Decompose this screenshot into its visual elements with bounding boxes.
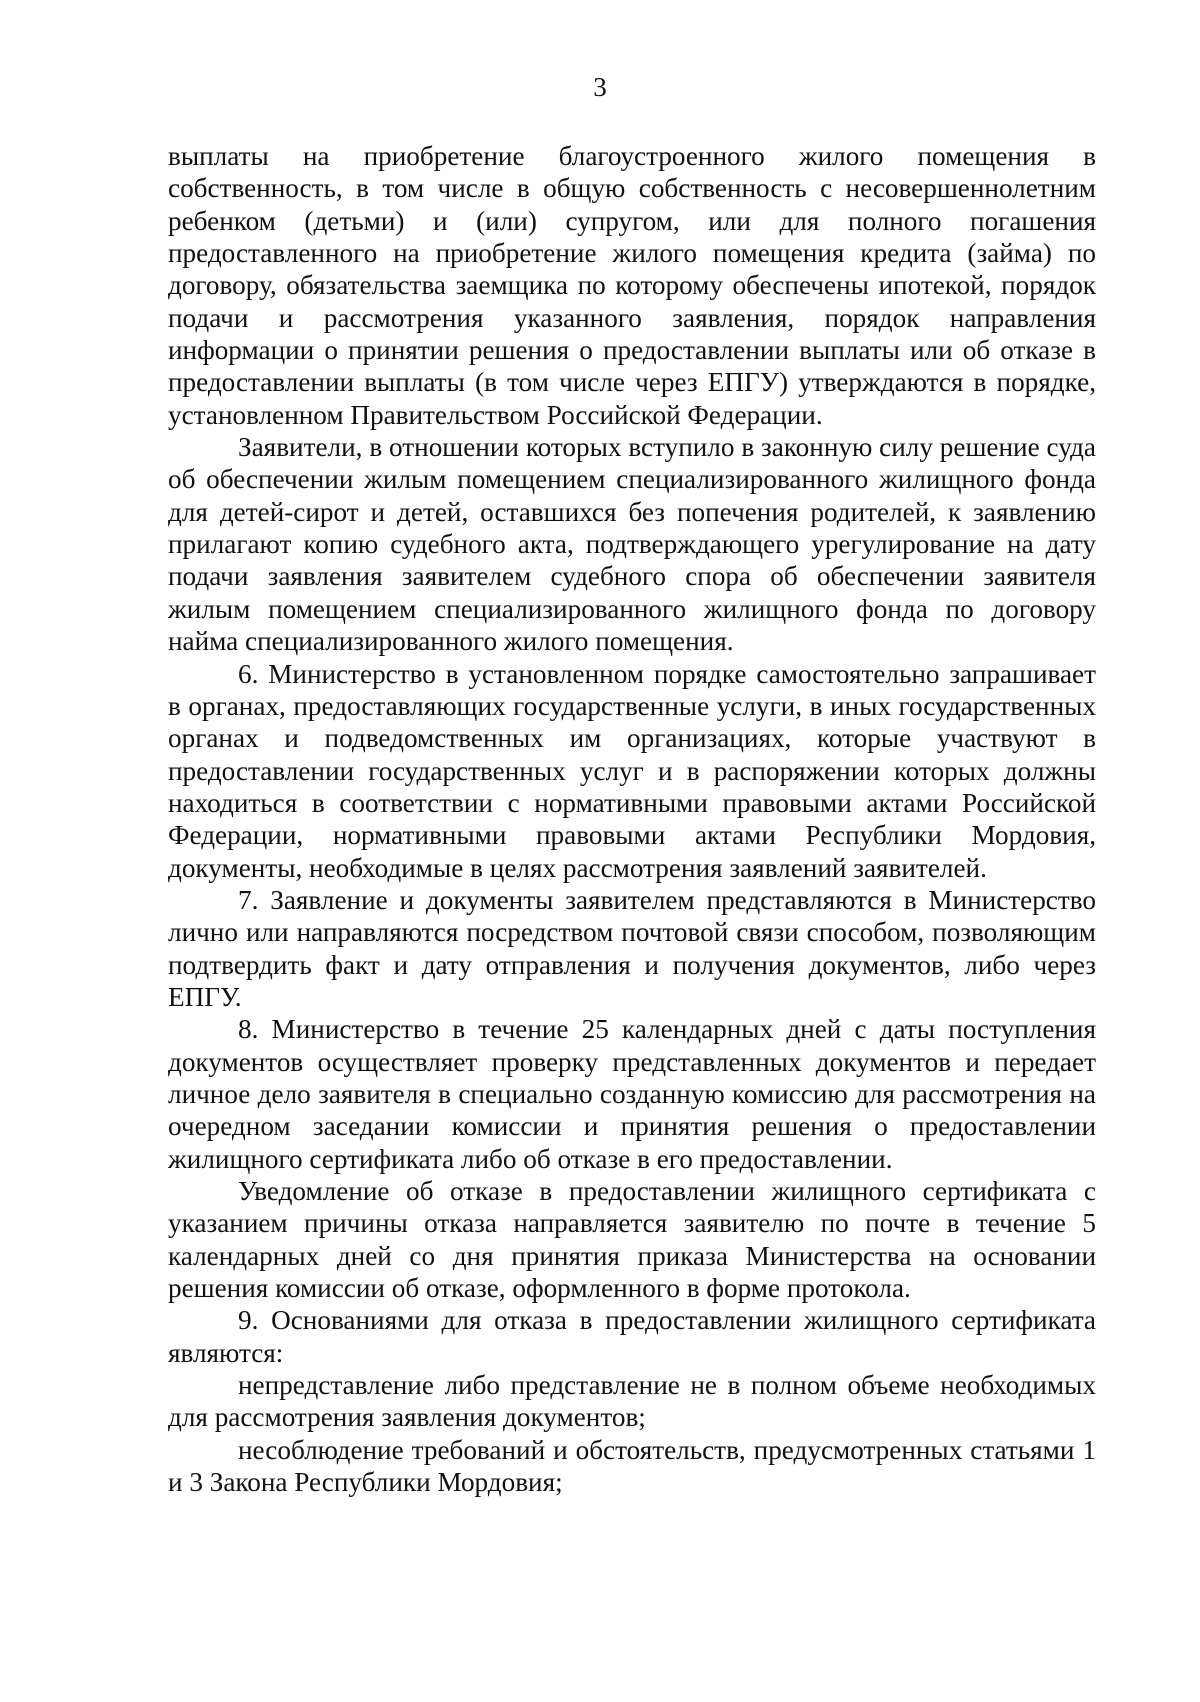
paragraph-payment-procedure: выплаты на приобретение благоустроенного жилого помещения в собственность, в том числе в общую собственность с несовершеннолетним ребенком (детьми) и (или) супругом, или для полного погашения предоставленного на приобретение жилого помещения кредита (займа) по договору, обязательства заемщика по которому обеспечены ипотекой, порядок подачи и рассмотрения указанного заявления, порядок направления информации о принятии решения о предоставлении выплаты или об отказе в предоставлении выплаты (в том числе через ЕПГУ) утверждаются в порядке, установленном Правительством Российской Федерации. [168, 141, 1096, 430]
page-number: 3 [593, 72, 607, 102]
paragraph-item-9: 9. Основаниями для отказа в предоставлении жилищного сертификата являются: [168, 1305, 1096, 1368]
document-body [168, 140, 1096, 1498]
paragraph-item-6: 6. Министерство в установленном порядке самостоятельно запрашивает в органах, предоставляющих государственные услуги, в иных государственных органах и подведомственных им организациях, которые участвуют в предоставлении государственных услуг и в распоряжении которых должны находиться в соответствии с нормативными правовыми актами Российской Федерации, нормативными правовыми актами Республики Мордовия, документы, необходимые в целях рассмотрения заявлений заявителей. [168, 658, 1096, 883]
paragraph-refusal-notice: Уведомление об отказе в предоставлении жилищного сертификата с указанием причины отказа направляется заявителю по почте в течение 5 календарных дней со дня принятия приказа Министерства на основании решения комиссии об отказе, оформленного в форме протокола. [168, 1176, 1096, 1304]
paragraph-item-7: 7. Заявление и документы заявителем представляются в Министерство лично или направляются посредством почтовой связи способом, позволяющим подтвердить факт и дату отправления и получения документов, либо через ЕПГУ. [168, 884, 1096, 1012]
paragraph-refusal-ground-1: непредставление либо представление не в полном объеме необходимых для рассмотрения заявления документов; [168, 1370, 1096, 1433]
paragraph-item-8: 8. Министерство в течение 25 календарных дней с даты поступления документов осуществляет проверку представленных документов и передает личное дело заявителя в специально созданную комиссию для рассмотрения на очередном заседании комиссии и принятия решения о предоставлении жилищного сертификата либо об отказе в его предоставлении. [168, 1014, 1096, 1174]
paragraph-refusal-ground-2: несоблюдение требований и обстоятельств, предусмотренных статьями 1 и 3 Закона Республики Мордовия; [168, 1434, 1096, 1498]
paragraph-court-decision: Заявители, в отношении которых вступило в законную силу решение суда об обеспечении жилым помещением специализированного жилищного фонда для детей-сирот и детей, оставшихся без попечения родителей, к заявлению прилагают копию судебного акта, подтверждающего урегулирование на дату подачи заявления заявителем судебного спора об обеспечении заявителя жилым помещением специализированного жилищного фонда по договору найма специализированного жилого помещения. [168, 432, 1096, 657]
